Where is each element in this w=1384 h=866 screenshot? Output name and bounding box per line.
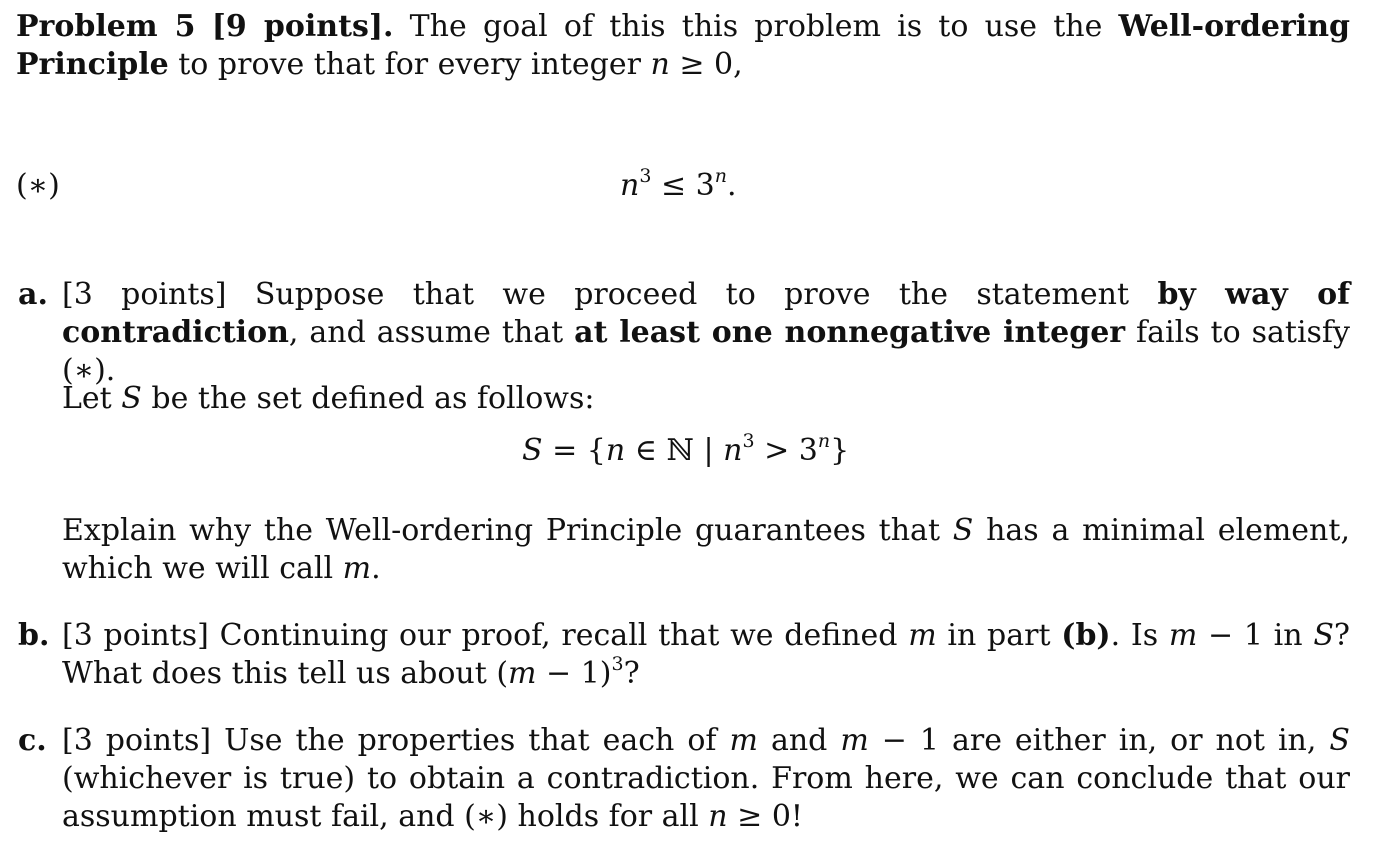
part-a-explain <box>62 512 1350 588</box>
part-c-points: [3 points] <box>62 723 212 758</box>
intro-var: n <box>650 47 670 82</box>
part-b-t3: . Is <box>1110 618 1159 653</box>
part-b-points: [3 points] <box>62 618 209 653</box>
part-b-t2: in part <box>947 618 1051 653</box>
part-c-t4: (whichever is true) to obtain a contradiction. From here, we can conclude that our assumption must fail, and (∗) holds for all <box>62 761 1350 834</box>
part-a-t2: , and assume that <box>288 315 564 350</box>
part-b-expr: m <box>1168 618 1198 653</box>
part-b-t4: − 1 in <box>1208 618 1303 653</box>
part-a-points: [3 points] <box>62 277 227 312</box>
set-def-2: ∈ ℕ | <box>634 433 714 468</box>
set-def-exp1: 3 <box>742 430 755 452</box>
intro-rel: ≥ 0, <box>679 47 743 82</box>
part-b-label: b. <box>18 618 50 653</box>
part-a-b1: by way of contradiction <box>62 277 1350 350</box>
part-a-b2: at least one nonnegative integer <box>574 315 1126 350</box>
part-a-text <box>62 276 1350 390</box>
part-b-t5: ? What does this tell us about ( <box>62 618 1350 691</box>
set-def-3: > 3 <box>764 433 818 468</box>
part-b-exp: 3 <box>611 653 624 675</box>
part-c-t2: and <box>770 723 828 758</box>
part-b-m: m <box>908 618 937 653</box>
eq-exp2: n <box>714 165 727 187</box>
part-c-m2: m <box>840 723 869 758</box>
eq-rel: ≤ 3 <box>660 168 715 203</box>
let-1: Let <box>62 381 112 416</box>
explain-1: Explain why the Well-ordering Principle guarantees that <box>62 513 940 548</box>
equation-tag: (∗) <box>16 168 60 203</box>
intro-text-1: The goal of this this problem is to use the <box>409 9 1103 44</box>
explain-end: . <box>371 551 381 586</box>
part-c-m: m <box>729 723 758 758</box>
problem-label: Problem 5 <box>16 9 196 44</box>
set-def-name: S <box>522 433 543 468</box>
part-b-ref: (b) <box>1061 618 1111 653</box>
part-c-n: n <box>708 799 728 834</box>
part-c-t1: Use the properties that each of <box>224 723 717 758</box>
set-def-n2: n <box>723 433 743 468</box>
problem-header <box>16 8 1350 84</box>
eq-exp1: 3 <box>639 165 652 187</box>
part-b-text <box>62 617 1350 693</box>
set-def-exp2: n <box>817 430 831 452</box>
explain-set: S <box>952 513 974 548</box>
set-def-n: n <box>605 433 626 468</box>
intro-text-2: to prove that for every integer <box>178 47 641 82</box>
intro-bold: Well-ordering Principle <box>16 9 1350 82</box>
part-b-set: S <box>1313 618 1334 653</box>
set-name: S <box>121 381 142 416</box>
part-b-t1: Continuing our proof, recall that we defined <box>219 618 898 653</box>
set-def-1: = { <box>552 433 606 468</box>
part-a-label: a. <box>18 277 48 312</box>
problem-points: [9 points]. <box>211 9 394 44</box>
eq-var: n <box>620 168 640 203</box>
explain-var: m <box>342 551 372 586</box>
eq-end: . <box>726 168 737 203</box>
part-c-set: S <box>1329 723 1350 758</box>
part-a-t1: Suppose that we proceed to prove the statement <box>254 277 1130 312</box>
part-c-t3: − 1 are either in, or not in, <box>881 723 1317 758</box>
let-2: be the set defined as follows: <box>151 381 595 416</box>
part-b-t7: ? <box>623 656 640 691</box>
part-b-expr2: m <box>508 656 537 691</box>
part-c-text <box>62 722 1350 836</box>
set-def-4: } <box>830 433 850 468</box>
part-c-t5: ≥ 0! <box>737 799 803 834</box>
part-a-let <box>62 380 1350 418</box>
set-definition <box>522 432 849 470</box>
part-a-t3: fails to satisfy (∗). <box>62 315 1350 388</box>
part-b-t6: − 1) <box>546 656 612 691</box>
explain-2: has a minimal element, which we will call <box>62 513 1350 586</box>
main-equation <box>620 167 737 205</box>
part-c-label: c. <box>18 723 47 758</box>
